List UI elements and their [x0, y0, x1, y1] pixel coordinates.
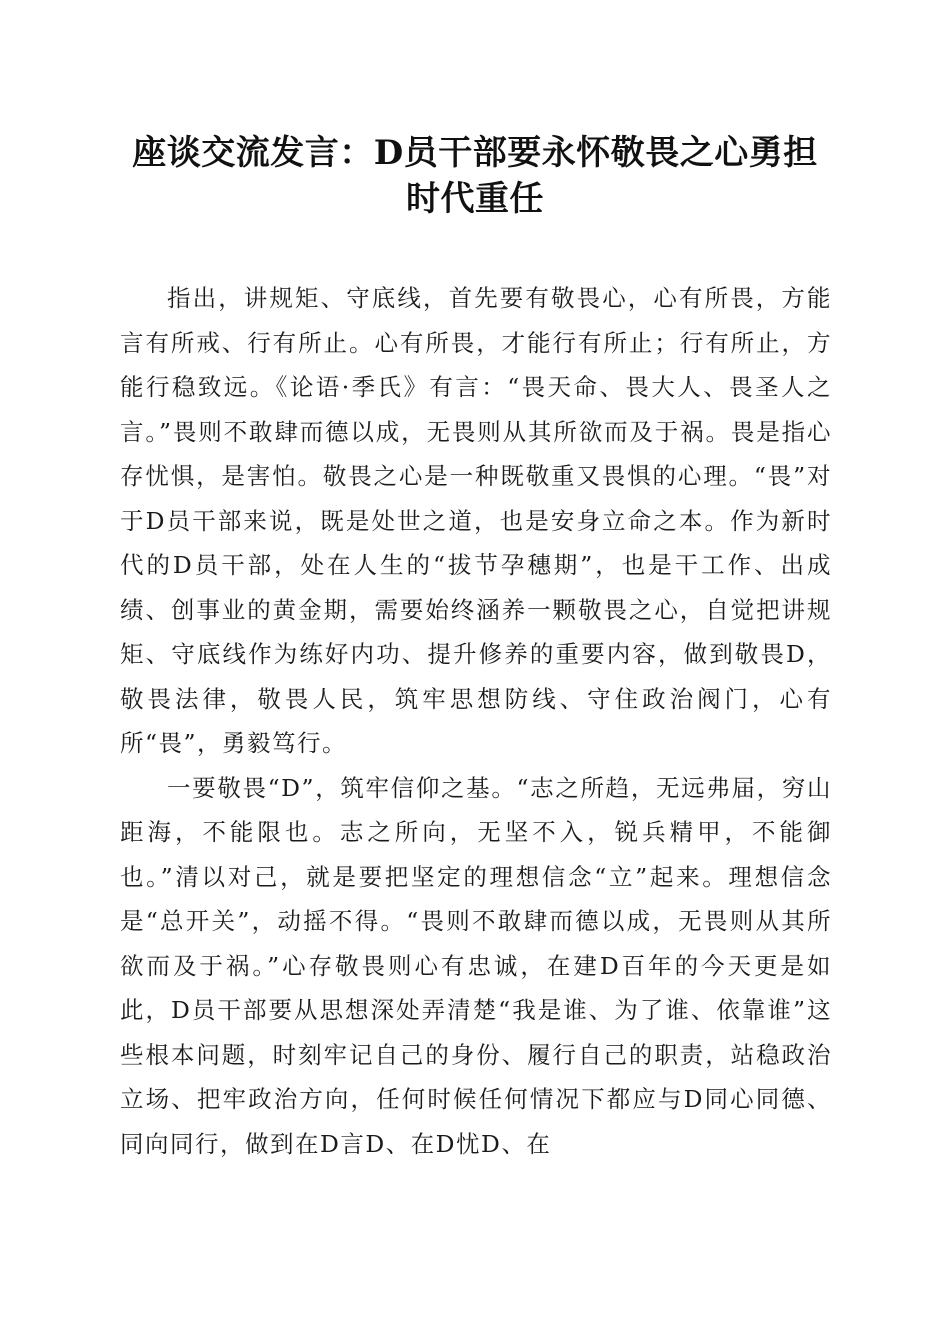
paragraph-2: 一要敬畏“D”，筑牢信仰之基。“志之所趋，无远弗届，穷山距海，不能限也。志之所向，无坚不入，锐兵精甲，不能御也。”清以对己，就是要把坚定的理想信念“立”起来。理想信念是“总开关”，动摇不得。“畏则不敢肆而德以成，无畏则从其所欲而及于祸。”心存敬畏则心有忠诚，在建D百年的今天更是如此，D员干部要从思想深处弄清楚“我是谁、为了谁、依靠谁”这些根本问题，时刻牢记自己的身份、履行自己的职责，站稳政治立场、把牢政治方向，任何时候任何情况下都应与D同心同德、同向同行，做到在D言D、在D忧D、在 — [120, 773, 832, 1158]
title-line-2: 时代重任 — [406, 179, 544, 219]
document-title — [100, 130, 850, 222]
paragraph-1: 指出，讲规矩、守底线，首先要有敬畏心，心有所畏，方能言有所戒、行有所止。心有所畏，才能行有所止；行有所止，方能行稳致远。《论语·季氏》有言：“畏天命、畏大人、畏圣人之言。”畏则不敢肆而德以成，无畏则从其所欲而及于祸。畏是指心存忧惧，是害怕。敬畏之心是一种既敬重又畏惧的心理。“畏”对于D员干部来说，既是处世之道，也是安身立命之本。作为新时代的D员干部，处在人生的“拔节孕穗期”，也是干工作、出成绩、创事业的黄金期，需要始终涵养一颗敬畏之心，自觉把讲规矩、守底线作为练好内功、提升修养的重要内容，做到敬畏D，敬畏法律，敬畏人民，筑牢思想防线、守住政治阀门，心有所“畏”，勇毅笃行。 — [120, 284, 832, 757]
document-body — [120, 276, 832, 1166]
title-line-1: 座谈交流发言：D员干部要永怀敬畏之心勇担 — [132, 133, 818, 173]
